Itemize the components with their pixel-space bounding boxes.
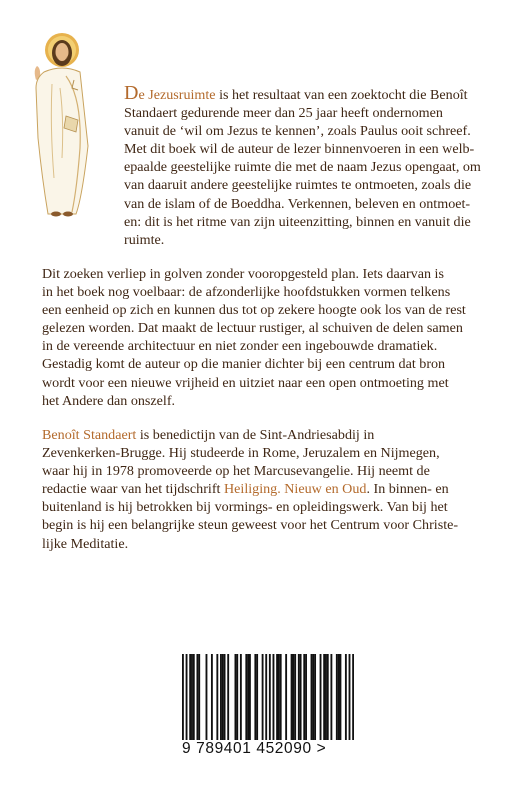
text-line: vanuit de ‘wil om Jezus te kennen’, zoals Paulus ooit schreef.: [124, 123, 471, 140]
barcode-bar: [327, 654, 329, 740]
barcode-bar: [235, 654, 237, 740]
text-line: epaalde geestelijke ruimte die met de naam Jezus opengaat, om: [124, 159, 481, 176]
barcode: [182, 654, 354, 749]
barcode-bar: [349, 654, 351, 740]
text-line: Met dit boek wil de auteur de lezer binnenvoeren in een welb-: [124, 141, 475, 158]
barcode-bar: [196, 654, 198, 740]
barcode-bar: [338, 654, 340, 740]
barcode-bar: [330, 654, 332, 740]
text-line: in het boek nog voelbaar: de afzonderlijke hoofdstukken vormen telkens: [42, 284, 451, 301]
barcode-bar: [216, 654, 218, 740]
text-line: begin is hij een belangrijke steun geweest voor het Centrum voor Christe-: [42, 517, 459, 534]
text-line: van daaruit andere geestelijke ruimtes te ontmoeten, zoals die: [124, 177, 472, 194]
barcode-bar: [314, 654, 316, 740]
journal-title: Heiliging. Nieuw en Oud: [223, 481, 367, 498]
barcode-bar: [292, 654, 294, 740]
barcode-bar: [325, 654, 327, 740]
barcode-bar: [278, 654, 280, 740]
barcode-bar: [206, 654, 208, 740]
text-line: het Andere dan onszelf.: [42, 392, 176, 409]
barcode-bar: [220, 654, 222, 740]
barcode-bar: [224, 654, 226, 740]
barcode-bar: [269, 654, 271, 740]
barcode-bar: [249, 654, 251, 740]
barcode-bar: [345, 654, 347, 740]
barcode-bar: [198, 654, 200, 740]
text-line: Dit zoeken verliep in golven zonder vooropgesteld plan. Iets daarvan is: [42, 266, 444, 282]
paragraph-description: [42, 265, 466, 410]
barcode-bar: [300, 654, 302, 740]
barcode-bar: [236, 654, 238, 740]
barcode-bar: [298, 654, 300, 740]
barcode-bar: [240, 654, 242, 740]
text-line: een eenheid op zich en kunnen dus tot op zekere hoogte ook los van de rest: [42, 302, 466, 319]
barcode-bar: [262, 654, 264, 740]
author-name: Benoît Standaert: [42, 427, 137, 443]
barcode-bar: [254, 654, 256, 740]
text-line: wordt voor een nieuwe vrijheid en uitziet naar een open ontmoeting met: [42, 374, 449, 391]
barcode-bar: [312, 654, 314, 740]
barcode-bar: [276, 654, 278, 740]
barcode-bar: [305, 654, 307, 740]
barcode-bar: [222, 654, 224, 740]
barcode-bar: [352, 654, 354, 740]
text-line: in de vereende architectuur en niet zonder een ingebouwde dramatiek.: [42, 338, 438, 355]
jesus-icon: [22, 28, 96, 218]
barcode-bar: [191, 654, 193, 740]
text-line: redactie waar van het tijdschrift Heiliging. Nieuw en Oud. In binnen- en: [42, 481, 449, 498]
barcode-bar: [340, 654, 342, 740]
barcode-bar: [303, 654, 305, 740]
barcode-bar: [323, 654, 325, 740]
barcode-bar: [247, 654, 249, 740]
text-line: Zevenkerken-Brugge. Hij studeerde in Rome, Jeruzalem en Nijmegen,: [42, 445, 440, 462]
barcode-bar: [285, 654, 287, 740]
barcode-bar: [320, 654, 322, 740]
barcode-bar: [189, 654, 191, 740]
barcode-bar: [311, 654, 313, 740]
barcode-bar: [280, 654, 282, 740]
text-line: lijke Meditatie.: [42, 535, 129, 552]
barcode-bar: [256, 654, 258, 740]
text-line: gelezen worden. Dat maakt de lectuur rustiger, al schuiven de delen samen: [42, 320, 463, 337]
drop-cap: D: [124, 82, 139, 104]
text-line: Benoît Standaert is benedictijn van de Sint-Andriesabdij in: [42, 427, 375, 443]
paragraph-author-bio: [42, 426, 458, 553]
barcode-bar: [193, 654, 195, 740]
barcode-bar: [245, 654, 247, 740]
book-title: e Jezusruimte: [138, 87, 216, 103]
text-line: De Jezusruimte is het resultaat van een zoektocht die Benoît: [124, 82, 468, 104]
text-line: van de islam of de Boeddha. Verkennen, beleven en ontmoet-: [124, 195, 471, 212]
barcode-bar: [211, 654, 213, 740]
barcode-bar: [227, 654, 229, 740]
paragraph-intro: [124, 82, 481, 249]
isbn-text: 9 789401 452090 >: [182, 740, 327, 757]
text-line: ruimte.: [124, 231, 165, 248]
text-line: en: dit is het ritme van zijn uiteenzitting, binnen en vanuit die: [124, 213, 471, 230]
barcode-bar: [294, 654, 296, 740]
barcode-bar: [336, 654, 338, 740]
text-line: Gestadig komt de auteur op die manier dichter bij een centrum dat bron: [42, 356, 446, 373]
text-line: waar hij in 1978 promoveerde op het Marcusevangelie. Hij neemt de: [42, 463, 430, 480]
barcode-bar: [182, 654, 184, 740]
barcode-bar: [265, 654, 267, 740]
barcode-bar: [273, 654, 275, 740]
text-line: buitenland is hij betrokken bij vormings- en opleidingswerk. Van bij het: [42, 499, 448, 516]
barcode-bar: [186, 654, 188, 740]
text-line: Standaert gedurende meer dan 25 jaar heeft ondernomen: [124, 105, 443, 122]
barcode-bar: [291, 654, 293, 740]
